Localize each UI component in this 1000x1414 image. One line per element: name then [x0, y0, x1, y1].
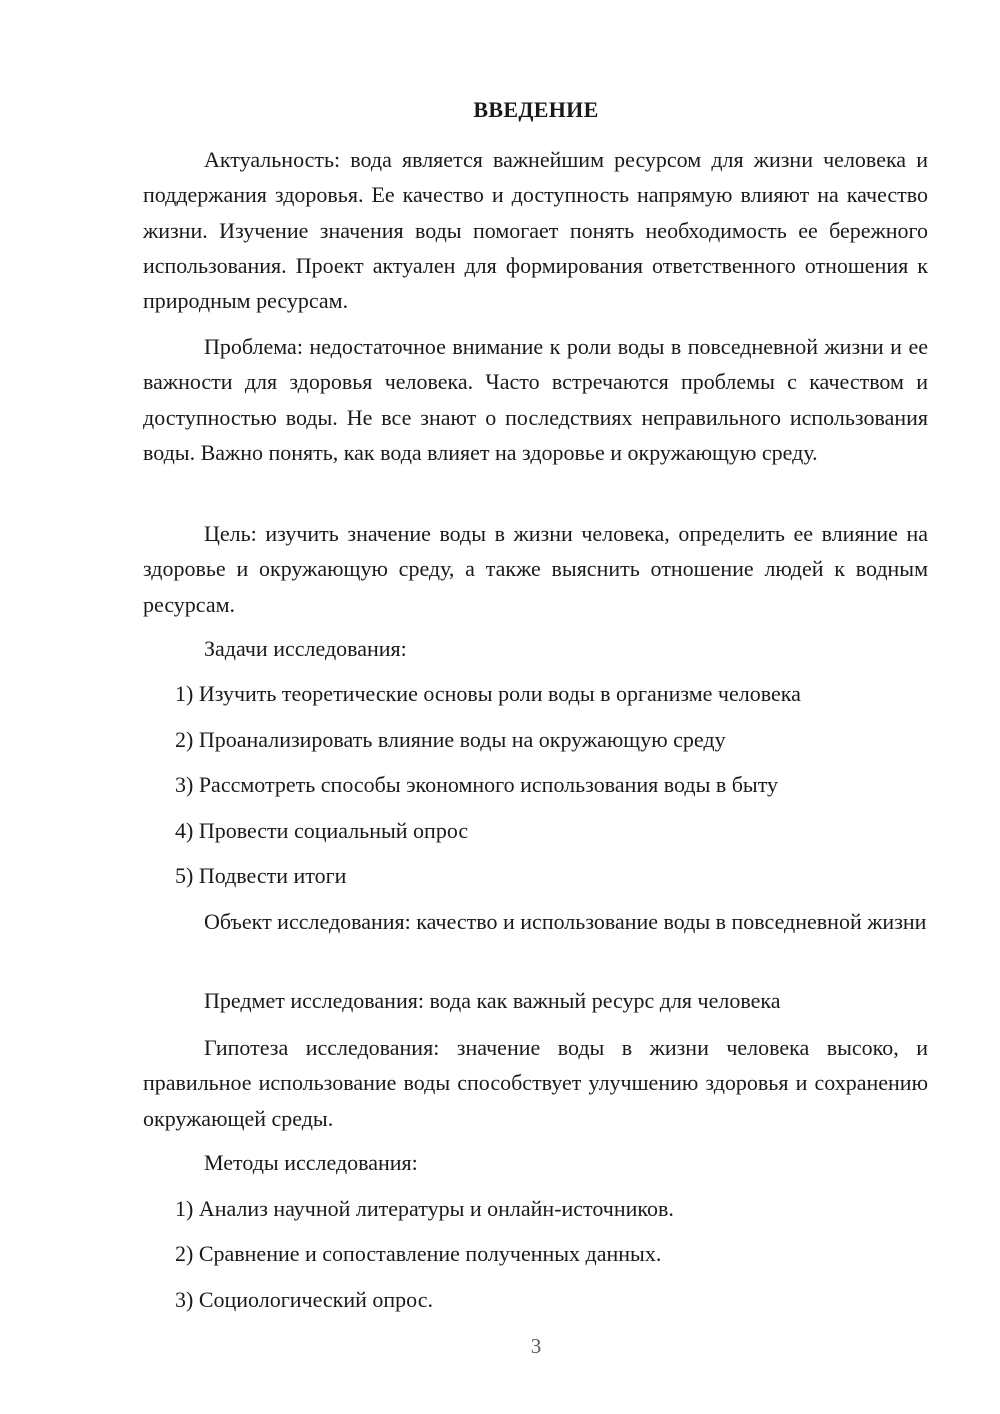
tasks-heading: Задачи исследования: [204, 636, 407, 661]
page-title: ВВЕДЕНИЕ [473, 97, 599, 122]
task-item: 3) Рассмотреть способы экономного использования воды в быту [175, 772, 779, 797]
task-item: 5) Подвести итоги [175, 863, 347, 888]
task-item: 2) Проанализировать влияние воды на окружающую среду [175, 727, 726, 752]
methods-heading: Методы исследования: [204, 1150, 418, 1175]
task-item: 1) Изучить теоретические основы роли воды в организме человека [175, 681, 801, 706]
method-item: 2) Сравнение и сопоставление полученных данных. [175, 1241, 662, 1266]
task-item: 4) Провести социальный опрос [175, 818, 469, 843]
method-item: 3) Социологический опрос. [175, 1287, 433, 1312]
hypothesis-paragraph: Гипотеза исследования: значение воды в жизни человека высоко, и правильное использование воды способствует улучшению здоровья и сохранению окружающей среды. [143, 1035, 928, 1131]
goal-paragraph: Цель: изучить значение воды в жизни человека, определить ее влияние на здоровье и окружающую среду, а также выяснить отношение людей к водным ресурсам. [143, 521, 928, 617]
problem-paragraph: Проблема: недостаточное внимание к роли воды в повседневной жизни и ее важности для здоровья человека. Часто встречаются проблемы с качеством и доступностью воды. Не все знают о последствиях неправильного использования воды. Важно понять, как вода влияет на здоровье и окружающую среду. [143, 334, 928, 465]
page-number: 3 [530, 1334, 542, 1358]
subject-paragraph: Предмет исследования: вода как важный ресурс для человека [204, 988, 781, 1013]
method-item: 1) Анализ научной литературы и онлайн-источников. [175, 1196, 674, 1221]
object-paragraph: Объект исследования: качество и использование воды в повседневной жизни [204, 909, 927, 934]
relevance-paragraph: Актуальность: вода является важнейшим ресурсом для жизни человека и поддержания здоровья. Ее качество и доступность напрямую влияют на качество жизни. Изучение значения воды помогает понять необходимость ее бережного использования. Проект актуален для формирования ответственного отношения к природным ресурсам. [143, 147, 928, 314]
